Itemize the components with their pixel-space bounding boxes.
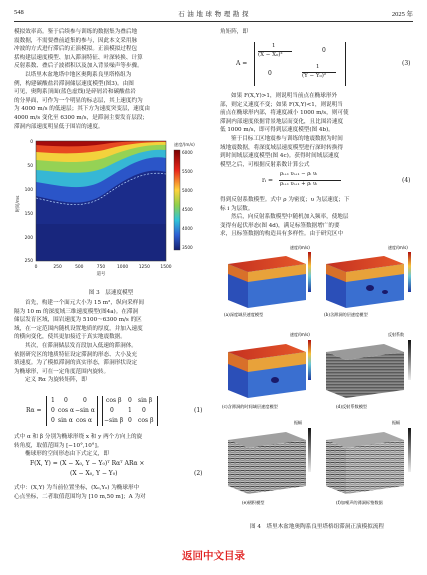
text-line: 依据研究区的地质特征设定滞洞的形态、大小及充 [14, 351, 138, 358]
colorbar [308, 428, 311, 472]
matrix-cell: 1 [128, 407, 132, 414]
text-line: 部，则定义速度不变；如果 F(X,Y)<1，则说明当 [220, 101, 343, 108]
text-line: 冲波的方式进行滞后的正演模拟。正演模拟过程包 [14, 46, 138, 53]
y-axis-label: 时间/ms [16, 195, 21, 213]
panel-d-reflectivity-cube [326, 331, 411, 398]
text-line: 填速度。为了模拟滞洞的真实形态，滞洞形状设定 [14, 360, 138, 367]
x-tick-label: 500 [75, 265, 84, 270]
matrix-cell: 0 [83, 397, 87, 404]
equation-3 [236, 42, 414, 88]
figure-4-caption: 图 4 塔里木盆地奥陶系良里塔格组滞洞正演模拟流程 [250, 524, 384, 530]
eq1-lhs: Rα = [26, 407, 42, 414]
matrix-cell: sin α [58, 417, 73, 424]
text-line: 其次，在滞洞储层发育段加入低速的滞洞体。 [25, 342, 137, 349]
colorbar-label: 速度/(m/s) [290, 245, 310, 250]
eq2-line1: F(X, Y) = (X − X₀, Y − Y₀)ᵀ Rαᵀ ARα × [30, 460, 145, 467]
x-tick-label: 250 [53, 265, 62, 270]
colorbar-tick: 4500 [182, 207, 193, 212]
text-line: 心点坐标，二者取值范围均为 [10 m,50 m]；A 为对 [14, 493, 146, 500]
y-axis [14, 139, 33, 264]
panel-c-time-velocity-cube [228, 331, 311, 398]
text-line: 求，且标签数据的构造具有多样性。由于研究区中 [220, 231, 344, 238]
text-line: 低 1000 m/s，即可得到层速度模型(图 4b)。 [220, 127, 334, 134]
panel-d-label: (d)反射系数模型 [336, 404, 368, 409]
equation-number: (1) [194, 407, 203, 414]
matrix-cell: 0 [268, 70, 272, 77]
text-line: 式中 α 和 β 分别为椭球形绕 x 和 y 两个方向上的旋 [14, 434, 143, 440]
colorbar [408, 428, 411, 472]
matrix-cell: cos α [76, 417, 93, 424]
text-line: 隔为 10 m 的深度域三维速度模型(图4a)。在滞洞 [14, 308, 139, 315]
matrix-cell: 0 [322, 47, 326, 54]
text-line: 椭球形的空间形态由下式定义，即 [25, 451, 109, 458]
colorbar-label: 速度/(m/s) [290, 332, 310, 337]
panel-f-noisy-label-cube [326, 419, 411, 494]
figure-3-velocity-model [14, 136, 208, 286]
panel-c-label: (c)含滞洞的时间域层速度模型 [222, 404, 278, 409]
matrix-cell: 0 [51, 417, 55, 424]
matrix-cell: 1 [51, 397, 55, 404]
matrix-cell: cos α [58, 407, 75, 414]
text-line: 如果 F(X,Y)>1，则说明当前点在椭球形外 [231, 93, 338, 99]
matrix-cell: sin β [138, 397, 153, 404]
colorbar [308, 252, 311, 292]
fraction-numerator: ρᵢ₊₁ υᵢ₊₁ − ρᵢ υᵢ [280, 171, 318, 177]
panel-e-convolution-cube [228, 419, 311, 494]
left-column-body [14, 299, 208, 385]
matrix-cell: 0 [128, 397, 132, 404]
text-line: 震数据，不需要叠前道集的参与，因此本文采用脉 [14, 37, 138, 44]
text-line: 模型之后，可根据反射系数计算公式 [220, 161, 310, 168]
matrix-cell: −sin α [75, 407, 95, 414]
return-to-contents-link[interactable]: 返回中文目录 [182, 550, 245, 562]
fraction-numerator: 1 [316, 64, 320, 70]
equation-number: (2) [194, 470, 203, 477]
x-tick-label: 1000 [117, 265, 129, 270]
y-tick-label: 150 [24, 212, 33, 217]
equation-number: (4) [402, 177, 411, 184]
colorbar-tick: 3500 [182, 245, 193, 250]
text-line: 例，构建碳酸盐岩滞洞储层速度模型(图3)。由图 [14, 80, 134, 87]
left-column-after-eq1 [14, 433, 208, 459]
page-number: 548 [14, 9, 24, 16]
colorbar-tick: 4000 [182, 226, 193, 231]
text-line: 的横向变化，使其更加接近于真实地震数据。 [14, 334, 126, 341]
panel-b-label: (b)含滞洞的层速度模型 [324, 312, 368, 317]
matrix-cell: cos β [138, 417, 154, 424]
y-tick-label: 0 [30, 140, 33, 145]
panel-f-label: (f)加噪声的滞洞标签数据 [336, 500, 383, 505]
text-line: 4000 m/s 变化至 6300 m/s，是滞洞主要发育层段； [14, 114, 149, 121]
text-line: 滞洞内部速度明显低于围岩的速度。 [14, 123, 104, 130]
text-line: 域，在一定范围内随机设置地质的厚度，并加入速度 [14, 325, 143, 332]
panel-a-label: (a)深度域层速度模型 [224, 312, 264, 317]
matrix-cell: 0 [142, 407, 146, 414]
text-line: 域地震数据，将深度域层速度模型进行深时转换得 [220, 144, 344, 151]
text-line: 变得有起伏形态(图 4d)，满足标签数据增广的要 [220, 222, 340, 229]
x-axis [35, 264, 172, 277]
colorbar-label: 振幅 [392, 420, 400, 425]
colorbar-label: 振幅 [294, 420, 302, 425]
matrix-cell: 0 [64, 397, 68, 404]
equation-2 [30, 460, 210, 482]
equation-1 [26, 395, 203, 429]
left-column-end [14, 484, 208, 501]
issue-year: 2025 年 [391, 11, 413, 18]
colorbar [408, 340, 411, 380]
text-line: 括构建层速度模型、加入滞洞特征、叶深转换、计算 [14, 54, 143, 61]
running-header [14, 9, 413, 21]
fraction-numerator: 1 [272, 43, 276, 49]
equation-number: (3) [402, 60, 411, 67]
figure-4-workflow [220, 242, 414, 534]
matrix-cell: cos β [106, 397, 122, 404]
eq2-line2: (X − X₀, Y − Y₀) [70, 470, 118, 477]
panel-a-depth-velocity-cube [228, 244, 311, 308]
text-line: 的分界面，可作为一个明显的标志层，其上速度约为 [14, 97, 143, 104]
x-tick-label: 1250 [138, 265, 150, 270]
y-tick-label: 100 [24, 188, 33, 193]
text-line: 滞洞内部速度依据背景地层而变化，且比围岩速度 [220, 118, 344, 125]
text-line: 可见，奥陶系顶面(蓝色虚线)是碎屑岩和碳酸盐岩 [14, 89, 136, 96]
colorbar-tick: 5500 [182, 169, 193, 174]
equation-4 [262, 172, 414, 192]
y-tick-label: 50 [27, 164, 33, 169]
text-line: 前点在椭球形内部，将速度减小 1000 m/s，则可使 [220, 110, 349, 117]
text-line: 然后，向反射系数模型中随机加入频率，使地层 [231, 214, 349, 221]
eq4-lhs: rᵢ = [262, 177, 274, 184]
text-line: 模拟效率高。鉴于后续参与训练的数据集为叠后地 [14, 29, 138, 35]
text-line: 式中：(X,Y) 为当前位置坐标，(X₀,Y₀) 为椭球形中 [14, 485, 140, 491]
figure-3-caption: 图 3 层速度模型 [88, 290, 134, 296]
colorbar-label: 反射系数 [388, 332, 404, 337]
x-tick-label: 0 [34, 265, 38, 270]
colorbar-tick: 6000 [182, 150, 193, 155]
colorbar [308, 340, 311, 380]
x-tick-label: 750 [96, 265, 106, 270]
text-line: 首先，构建一个面元大小为 15 m²，纵向采样间 [25, 300, 144, 306]
text-line: 反射系数、叠后子波褶积以及加入背景噪声等步骤。 [14, 63, 143, 70]
text-line: 储层发育区域，围岩速度为 5100～6300 m/s 的区 [14, 317, 142, 324]
header-rule [14, 21, 413, 22]
y-tick-label: 200 [24, 236, 33, 241]
x-axis-label: 道号 [96, 272, 106, 277]
left-column-intro [14, 28, 208, 131]
colorbar [408, 252, 411, 292]
eq3-lhs: A = [236, 60, 248, 67]
text-line: 以塔里木盆地塔中地区奥陶系良里塔格组为 [25, 71, 132, 78]
right-column-body-2 [220, 196, 413, 239]
panel-b-cavity-velocity-cube [326, 244, 411, 308]
text-line: 鉴于目标工区地震参与训练的地震数据为时间 [231, 135, 343, 142]
right-column-body [220, 92, 413, 169]
fraction-denominator: (X − X₀)² [258, 52, 283, 58]
matrix-cell: 0 [51, 407, 55, 414]
text-line: 为 4000 m/s 的低速层；其下方为速度突变层，速度由 [14, 106, 150, 113]
text-line: 定义 Rα 为旋转矩阵，即 [25, 377, 87, 384]
matrix-cell: 0 [110, 407, 114, 414]
right-column-intro [220, 28, 413, 37]
colorbar-title: 速度/(m/s) [174, 142, 195, 147]
colorbar [174, 150, 180, 250]
text-line: 标 i 为层数。 [220, 205, 254, 212]
text-line: 角矩阵，即 [220, 29, 248, 35]
velocity-field [36, 141, 166, 261]
journal-title: 石 油 地 球 物 理 勘 探 [178, 11, 249, 18]
y-tick-label: 250 [24, 259, 33, 264]
colorbar-label: 速度/(m/s) [388, 245, 408, 250]
text-line: 转角度，取值范围为 [−10°,10°]。 [14, 442, 103, 449]
matrix-bracket [254, 42, 346, 86]
fraction-denominator: (Y − Y₀)² [302, 73, 327, 79]
x-tick-label: 1500 [160, 265, 172, 270]
matrix-cell: −sin β [104, 417, 124, 424]
text-line: 到时间域层速度模型(图 4c)。获得时间域层速度 [220, 153, 340, 160]
colorbar-tick: 5000 [182, 188, 193, 193]
matrix-cell: 0 [128, 417, 132, 424]
fraction-denominator: ρᵢ₊₁ υᵢ₊₁ + ρᵢ υᵢ [280, 181, 318, 187]
text-line: 得到反射系数模型。式中 ρ 为密度；υ 为层速度；下 [220, 197, 350, 203]
text-line: 为椭球形，可在一定角度范围内旋转。 [14, 368, 110, 375]
panel-e-label: (e)褶积模型 [242, 500, 265, 505]
